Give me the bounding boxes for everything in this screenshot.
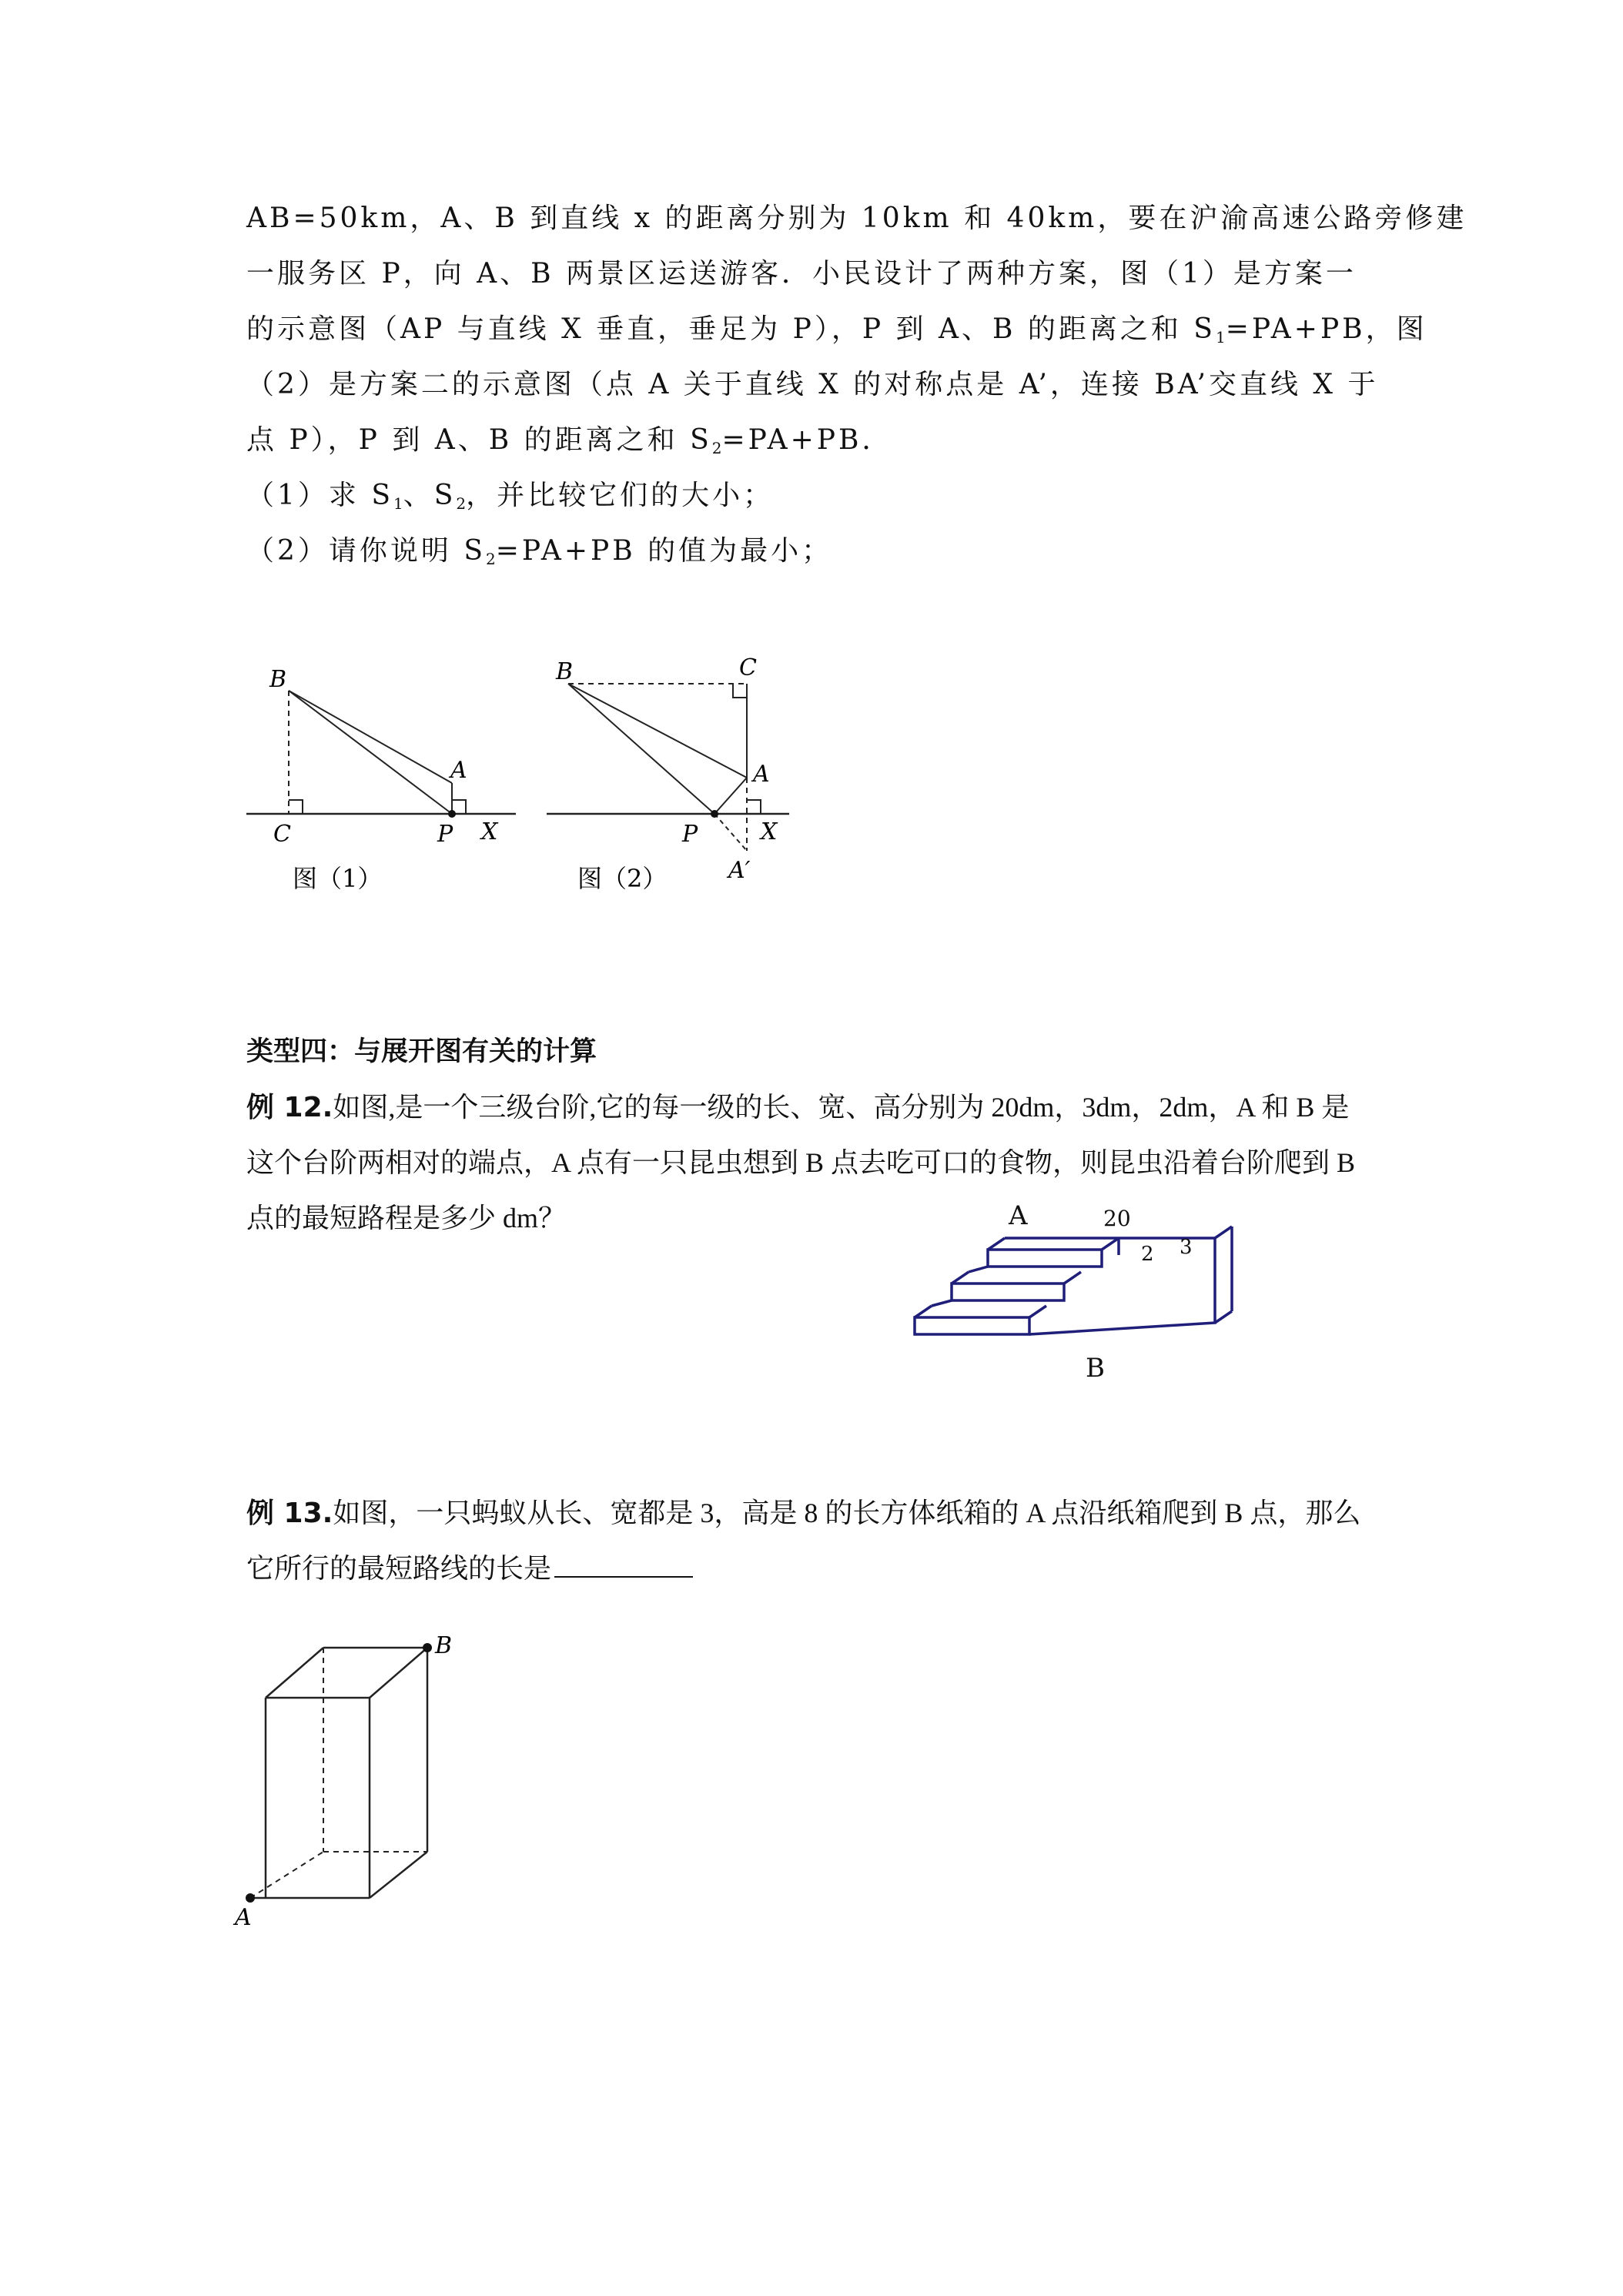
figure-1 (231, 647, 524, 909)
fig1-label-p: P (437, 821, 453, 848)
ex13-line-2 (246, 1547, 693, 1586)
stair-step-2-top-left (952, 1272, 969, 1284)
box-point-b (423, 1643, 432, 1652)
box-point-a (246, 1893, 255, 1903)
paragraph-line-5-text: 点 P），P 到 A、B 的距离之和 S (246, 424, 712, 456)
stair-label-length: 20 (1103, 1206, 1131, 1231)
stair-label-width: 3 (1180, 1236, 1193, 1259)
paragraph-line-1: AB=50km，A、B 到直线 x 的距离分别为 10km 和 40km，要在沪渝高速公路旁修建 (246, 202, 1467, 234)
q1-sub-1: 1 (393, 494, 403, 513)
fig1-label-c: C (273, 821, 291, 848)
stair-side-back-bottom (1215, 1311, 1232, 1323)
ex13-line-1-text: 如图，一只蚂蚁从长、宽都是 3，高是 8 的长方体纸箱的 A 点沿纸箱爬到 B 点，那么 (333, 1498, 1361, 1528)
fig1-label-a: A (450, 757, 467, 784)
paragraph-line-3-text: 的示意图（AP 与直线 X 垂直，垂足为 P），P 到 A、B 的距离之和 S (246, 313, 1216, 345)
box-hidden-bottom-left (250, 1852, 323, 1898)
stair-step-1-riser-right (1029, 1306, 1046, 1317)
staircase-figure (901, 1201, 1255, 1394)
fig2-right-angle-c (733, 684, 747, 698)
fig1-point-p (448, 810, 456, 818)
fig2-pa-line (714, 778, 747, 814)
box-label-a: A (235, 1904, 252, 1931)
stair-step-3-top-left (988, 1238, 1005, 1250)
paragraph-line-2: 一服务区 P，向 A、B 两景区运送游客．小民设计了两种方案，图（1）是方案一 (246, 258, 1357, 290)
question-1-mid: 、S (403, 480, 457, 511)
stair-label-height: 2 (1141, 1243, 1154, 1266)
subscript-1: 1 (1215, 328, 1226, 346)
box-figure (235, 1628, 485, 1936)
q1-sub-2: 2 (456, 494, 467, 513)
fig1-ba-line (289, 691, 452, 783)
fig2-label-a-prime: A′ (728, 857, 751, 884)
stair-step-1-front (915, 1317, 1029, 1334)
fig2-label-p: P (682, 821, 698, 848)
section-heading: 类型四：与展开图有关的计算 (246, 1036, 597, 1067)
stair-step-1-riser-top (932, 1300, 952, 1306)
q2-sub-2: 2 (486, 550, 496, 568)
fig2-label-b: B (556, 658, 574, 685)
fig1-bp-line (289, 691, 452, 814)
ex12-label: 例 12. (246, 1092, 333, 1123)
paragraph-line-3 (246, 307, 1427, 346)
ex12-line-2: 这个台阶两相对的端点，A 点有一只昆虫想到 B 点去吃可口的食物，则昆虫沿着台阶爬到 B (246, 1147, 1356, 1178)
box-top-left (266, 1648, 323, 1698)
ex12-line-1 (246, 1086, 1349, 1125)
question-1 (246, 474, 774, 513)
ex13-label: 例 13. (246, 1498, 333, 1529)
stair-step-1-top-left (915, 1306, 932, 1317)
stair-step-2-front (952, 1284, 1064, 1300)
fig1-label-b: B (269, 666, 287, 693)
stair-side-top-right (1215, 1227, 1232, 1238)
fig2-caption: 图（2） (577, 864, 668, 893)
paragraph-line-3-tail: =PA+PB，图 (1225, 313, 1427, 345)
question-2-pre: （2）请你说明 S (246, 535, 487, 567)
stair-step-3-top-right (1102, 1238, 1119, 1250)
paragraph-line-4: （2）是方案二的示意图（点 A 关于直线 X 的对称点是 A’，连接 BA’交直线 X 于 (246, 369, 1379, 400)
paragraph-line-5 (246, 418, 892, 457)
answer-blank[interactable] (554, 1553, 693, 1578)
fig2-right-angle-x (747, 800, 761, 814)
question-2-post: =PA+PB 的值为最小； (495, 535, 833, 567)
box-top-right (370, 1648, 427, 1698)
box-bottom-right (370, 1852, 427, 1898)
stair-step-2-riser-top (969, 1267, 988, 1272)
fig1-caption: 图（1） (293, 864, 383, 893)
stair-label-a: A (1009, 1200, 1028, 1231)
stair-step-2-riser-right (1064, 1272, 1081, 1284)
ex12-line-3: 点的最短路程是多少 dm？ (246, 1203, 567, 1233)
fig2-point-p (711, 810, 718, 818)
fig1-label-x: X (481, 818, 498, 845)
ex13-line-2-text: 它所行的最短路线的长是 (246, 1553, 552, 1584)
stair-step-3-front (988, 1250, 1102, 1267)
box-label-b: B (435, 1632, 453, 1659)
subscript-2: 2 (711, 439, 722, 457)
ex13-line-1 (246, 1491, 1360, 1531)
fig2-label-a: A (753, 761, 770, 788)
ex12-line-1-text: 如图,是一个三级台阶,它的每一级的长、宽、高分别为 20dm，3dm，2dm，A 和 B 是 (333, 1092, 1350, 1123)
question-1-post: ，并比较它们的大小； (466, 480, 775, 511)
question-1-pre: （1）求 S (246, 480, 394, 511)
stair-label-b: B (1086, 1353, 1105, 1384)
figure-2 (531, 647, 839, 909)
question-2 (246, 529, 832, 568)
paragraph-line-5-tail: =PA+PB． (721, 424, 893, 456)
fig2-p-aprime-dashed (714, 814, 747, 851)
fig1-right-angle-c (289, 800, 303, 814)
fig2-label-c: C (739, 654, 757, 681)
fig2-label-x: X (761, 818, 778, 845)
